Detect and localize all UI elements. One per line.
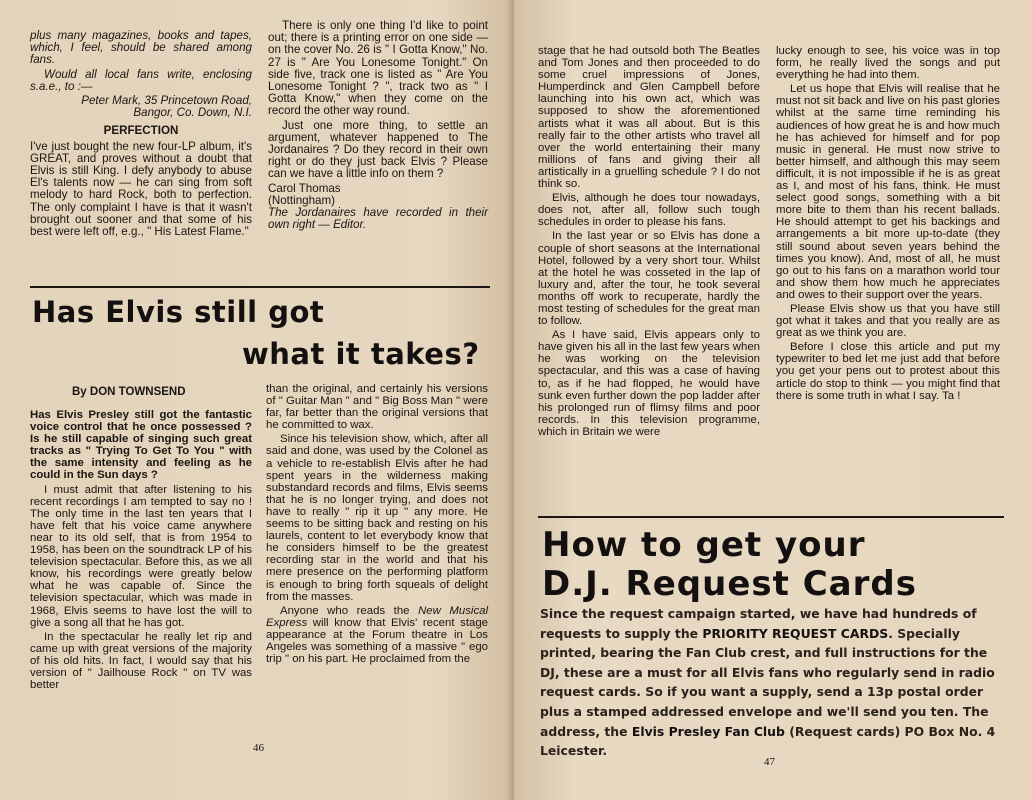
letter-text: Would all local fans write, enclosing s.a.e., to :—: [30, 67, 252, 93]
article-title-line-2: what it takes?: [242, 337, 480, 371]
letters-column-2: [268, 20, 488, 231]
editor-note: The Jordanaires have recorded in their own right — Editor.: [268, 206, 488, 232]
article-column-4: [776, 45, 1000, 404]
article-byline: By DON TOWNSEND: [72, 386, 186, 398]
section-divider: [538, 516, 1004, 518]
letter-text: Just one more thing, to settle an argument, whatever happened to The Jordanaires ? Do they record in their own right or do they just back Elvis ? Please can we have a little info on them ?: [268, 118, 488, 181]
letter-signature: Peter Mark, 35 Princetown Road,: [81, 94, 252, 108]
article-title-line-1: Has Elvis still got: [32, 295, 325, 329]
left-page: [0, 0, 514, 800]
article-paragraph: Elvis, although he does tour nowadays, does not, after all, follow such tough schedules in order to please his fans.: [538, 192, 760, 229]
article-paragraph: Before I close this article and put my typewriter to bed let me just add that before you get your pens out to protest about this article do stop to think — you might find that there is some truth in what I say. Ta !: [776, 341, 1000, 402]
article-column-2: [266, 383, 488, 667]
article-intro: [30, 409, 252, 482]
letter-signature: Carol Thomas: [268, 181, 341, 195]
right-page: [514, 0, 1031, 800]
letter-text: I've just bought the new four-LP album, it's GREAT, and proves without a doubt that Elvis is still King. I defy anybody to abuse El's talents now — he can sing from soft melody to hard Rock, both to perfection. The only complaint I have is that it wasn't brought out sooner and that some of his best were left off, e.g., " His Latest Flame.": [30, 139, 252, 239]
article-paragraph: Please Elvis show us that you have still got what it takes and that you really are as great as we think you are.: [776, 302, 1000, 340]
article-paragraph: stage that he had outsold both The Beatles and Tom Jones and then proceeded to do some cruel impressions of Jones, Humperdinck and Glen Campbell before launching into his own act, which was supposed to show the aforementioned artists what it was all about. But is this really fair to the other artists who travel all over the world entertaining their many millions of fans and giving their all artistically in a gruelling schedule ? I do not think so.: [538, 45, 760, 191]
letter-signature-place: Bangor, Co. Down, N.I.: [133, 106, 252, 120]
letter-text: There is only one thing I'd like to point out; there is a printing error on one side — on the cover No. 26 is " I Gotta Know," No. 27 is " Are You Lonesome Tonight." On side five, track one is listed as " Are You Lonesome Tonight ? ", track two as " I Gotta Know," when they come on the record the other way round.: [268, 19, 488, 118]
fan-club-name: Elvis Presley Fan Club: [631, 723, 785, 739]
article-paragraph: Since his television show, which, after all said and done, was used by the Colonel as a vehicle to re-establish Elvis after he had spent years in the wilderness making substandard records and films, Elvis seems that he is no longer trying, and does not have to really " rip it up " any more. He seems to be sitting back and resting on his laurels, content to let everybody know that he considers himself to be the greatest recording star in the world and that his mere presence on the performing platform is enough to bring forth squeals of delight from the masses.: [266, 433, 488, 603]
letter-signature-place: (Nottingham): [268, 193, 336, 207]
publication-name: New Musical Express: [266, 604, 489, 629]
letter-heading: PERFECTION: [103, 124, 179, 138]
letters-column-1: [30, 30, 252, 240]
section-divider: [30, 286, 490, 288]
article-paragraph: Anyone who reads the New Musical Express will know that Elvis' recent stage appearance at the Forum theatre in Los Angeles was something of a massive " ego trip " on his part. He proclaimed from the: [266, 604, 489, 666]
article-paragraph: than the original, and certainly his versions of " Guitar Man " and " Big Boss Man " were far, far better than the original versions that he committed to wax.: [266, 383, 488, 432]
article-paragraph: Let us hope that Elvis will realise that he must not sit back and live on his past glories whilst at the same time reminding his audiences of how great he is and how much he has achieved for himself and for pop music in general. He must now strive to better himself, and although this may seem difficult, it is not impossible if he is as great as I, and most of his fans, think. He must select good songs, something with a bit more bite to them than his recent ballads. He should attempt to get his backings and arrangements a bit more up-to-date (they still sound about seven years behind the times you know). And, most of all, he must go out to his fans on a marathon world tour and show them how much he appreciates and owes to their support over the years.: [776, 83, 1000, 301]
article-paragraph: In the spectacular he really let rip and came up with great versions of the majority of his old hits. In fact, I would say that his version of " Jailhouse Rock " on TV was better: [30, 630, 252, 692]
dj-title-line-2: D.J. Request Cards: [542, 564, 917, 604]
article-paragraph: lucky enough to see, his voice was in top form, he really lived the songs and put everything he had into them.: [776, 45, 1000, 82]
article-paragraph: I must admit that after listening to his recent recordings I am tempted to say no ! The only time in the last ten years that I have felt that his voice came anywhere near to its old self, that is from 1954 to 1958, has been on the soundtrack LP of his television spectacular. Before this, as we all know, his recordings were greatly below what he was capable of. Since the television spectacular, which was made in 1968, Elvis seems to have lost the will to give a song all that he has got.: [30, 483, 252, 629]
page-number-left: 46: [253, 742, 264, 754]
article-column-3: [538, 45, 760, 440]
letter-text: plus many magazines, books and tapes, which, I feel, should be shared among fans.: [30, 29, 252, 67]
article-paragraph: As I have said, Elvis appears only to have given his all in the last few years when he was working on the television spectacular, and this was a case of having to, as if he had flopped, he would have sunk even further down the pop ladder after his prolonged run of flimsy films and poor records. In this television programme, which in Britain we were: [538, 329, 760, 438]
article-paragraph: In the last year or so Elvis has done a couple of short seasons at the International Hotel, followed by a very short tour. Whilst at the hotel he was cosseted in the lap of luxury and, after the tour, he took several months off work to recuperate, hardly the most testing of schedules for the great man to follow.: [538, 230, 760, 328]
article-column-1: [30, 409, 252, 693]
page-number-right: 47: [764, 756, 775, 768]
dj-body-text: Since the request campaign started, we have had hundreds of requests to supply the PRIORITY REQUEST CARDS. Specially printed, bearing the Fan Club crest, and full instructions for the DJ, these are a must for all Elvis fans who regularly send in radio request cards. So if you want a supply, send a 13p postal order plus a stamped addressed envelope and we'll send you ten. The address, the Elvis Presley Fan Club (Request cards) PO Box No. 4 Leicester.: [540, 606, 996, 759]
article-intro-text: Has Elvis Presley still got the fantastic voice control that he once possessed ? Is he still capable of singing such great tracks as " Trying To Get To You " with the same intensity and feeling as he could in the Sun days ?: [30, 409, 252, 482]
priority-cards-label: PRIORITY REQUEST CARDS: [702, 625, 889, 641]
dj-title-line-1: How to get your: [542, 525, 866, 565]
